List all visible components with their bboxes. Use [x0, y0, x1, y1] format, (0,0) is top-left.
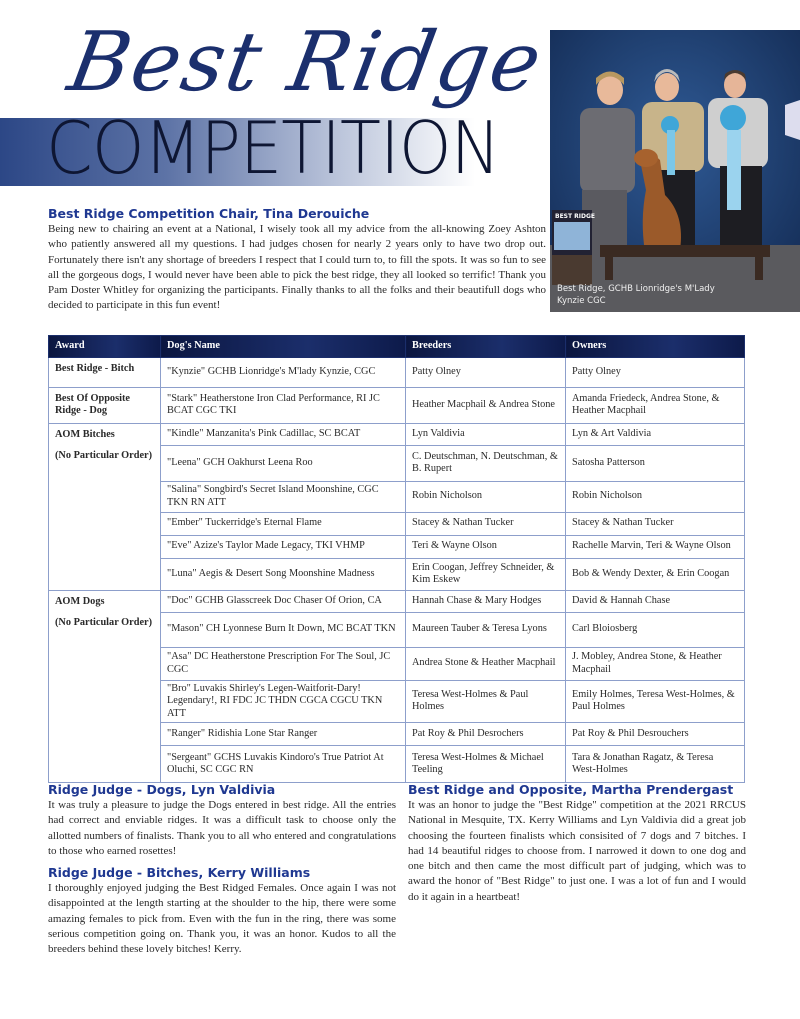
- page-title: COMPETITION: [46, 106, 500, 190]
- section-dogs-judge: [48, 782, 396, 859]
- breeders-cell: Patty Olney: [406, 358, 566, 388]
- breeders-cell: Pat Roy & Phil Desrochers: [406, 723, 566, 746]
- owners-cell: Bob & Wendy Dexter, & Erin Coogan: [566, 558, 745, 590]
- breeders-cell: Heather Macphail & Andrea Stone: [406, 387, 566, 423]
- intro-body: Being new to chairing an event at a National, I wisely took all my advice from the all-knowing Zoey Ashton who patiently answered all my questions. I had judges chosen for nearly 2 years only to have two drop out. Fortunately there isn't any shortage of breeders I respect that I could turn to, to fill the spots. It was so fun to see all the gorgeous dogs, I would never have been able to pick the best ridge, they all looked so terrific! Thank you Pam Doster Whitley for organizing the participants. Finally thanks to all the folks and their beautifull dogs who decided to participate in this fun event!: [48, 223, 546, 312]
- award-note: (No Particular Order): [55, 617, 153, 628]
- owners-cell: Rachelle Marvin, Teri & Wayne Olson: [566, 535, 745, 558]
- section-body: It was truly a pleasure to judge the Dogs entered in best ridge. All the entries had correct and enviable ridges. It was a difficult task to choose only the allotted numbers of finalists. Thank you to all who entered and congratulations to those who earned rosettes!: [48, 799, 396, 857]
- table-row: [49, 590, 745, 612]
- winner-photo: [550, 30, 800, 312]
- section-body: It was an honor to judge the "Best Ridge" competition at the 2021 RRCUS National in Mesquite, TX. Kerry Williams and Lyn Valdivia did a great job choosing the fourteen finalists which consisited of 7 dogs and 7 bitches. I had 14 beautiful ridges to choose from. I narrowed it down to one dog and one bitch and then came the most difficult part of judging, which was to award the honor of "Best Ridge" to just one. I was a lot of fun and I would do it again in a heartbeat!: [408, 799, 746, 903]
- dog-name-cell: "Asa" DC Heatherstone Prescription For The Soul, JC CGC: [161, 647, 406, 680]
- photo-caption: Best Ridge, GCHB Lionridge's M'Lady Kynzie CGC: [557, 284, 715, 306]
- section-heading: Ridge Judge - Bitches, Kerry Williams: [48, 865, 311, 880]
- dog-name-cell: "Leena" GCH Oakhurst Leena Roo: [161, 445, 406, 481]
- dog-name-cell: "Ember" Tuckerridge's Eternal Flame: [161, 512, 406, 535]
- owners-cell: Emily Holmes, Teresa West-Holmes, & Paul Holmes: [566, 680, 745, 723]
- breeders-cell: Stacey & Nathan Tucker: [406, 512, 566, 535]
- owners-cell: Tara & Jonathan Ragatz, & Teresa West-Holmes: [566, 746, 745, 783]
- header-breeders: Breeders: [406, 336, 566, 358]
- award-label: Best Ridge - Bitch: [55, 363, 135, 374]
- section-heading: Best Ridge and Opposite, Martha Prendergast: [408, 782, 734, 797]
- header-dog-name: Dog's Name: [161, 336, 406, 358]
- dog-name-cell: "Mason" CH Lyonnese Burn It Down, MC BCAT TKN: [161, 612, 406, 647]
- dog-name-cell: "Bro" Luvakis Shirley's Legen-Waitforit-Dary! Legendary!, RI FDC JC THDN CGCA CGCU TKN ATT: [161, 680, 406, 723]
- award-cell: [49, 590, 161, 783]
- breeders-cell: Maureen Tauber & Teresa Lyons: [406, 612, 566, 647]
- intro-section: [48, 206, 546, 314]
- owners-cell: J. Mobley, Andrea Stone, & Heather Macphail: [566, 647, 745, 680]
- dog-name-cell: "Doc" GCHB Glasscreek Doc Chaser Of Orion, CA: [161, 590, 406, 612]
- photo-image: [550, 30, 800, 312]
- award-cell: [49, 358, 161, 388]
- breeders-cell: Teri & Wayne Olson: [406, 535, 566, 558]
- dog-name-cell: "Sergeant" GCHS Luvakis Kindoro's True Patriot At Oluchi, SC CGC RN: [161, 746, 406, 783]
- owners-cell: Carl Bloiosberg: [566, 612, 745, 647]
- award-label: Best Of Opposite Ridge - Dog: [55, 392, 130, 416]
- section-best-ridge-judge: [408, 782, 746, 905]
- owners-cell: Lyn & Art Valdivia: [566, 423, 745, 445]
- breeders-cell: Hannah Chase & Mary Hodges: [406, 590, 566, 612]
- owners-cell: Stacey & Nathan Tucker: [566, 512, 745, 535]
- award-cell: [49, 387, 161, 423]
- owners-cell: Amanda Friedeck, Andrea Stone, & Heather Macphail: [566, 387, 745, 423]
- table-row: [49, 358, 745, 388]
- section-heading: Ridge Judge - Dogs, Lyn Valdivia: [48, 782, 276, 797]
- table-row: [49, 423, 745, 445]
- breeders-cell: C. Deutschman, N. Deutschman, & B. Rupert: [406, 445, 566, 481]
- award-note: (No Particular Order): [55, 450, 153, 461]
- dog-name-cell: "Stark" Heatherstone Iron Clad Performance, RI JC BCAT CGC TKI: [161, 387, 406, 423]
- breeders-cell: Erin Coogan, Jeffrey Schneider, & Kim Eskew: [406, 558, 566, 590]
- owners-cell: Satosha Patterson: [566, 445, 745, 481]
- results-table: [48, 335, 745, 783]
- table-row: [49, 387, 745, 423]
- best-ridge-sign: BEST RIDGE: [555, 213, 596, 220]
- header-owners: Owners: [566, 336, 745, 358]
- header-award: Award: [49, 336, 161, 358]
- table-header-row: [49, 336, 745, 358]
- dog-name-cell: "Salina" Songbird's Secret Island Moonshine, CGC TKN RN ATT: [161, 481, 406, 512]
- section-bitches-judge: [48, 865, 396, 957]
- dog-name-cell: "Kindle" Manzanita's Pink Cadillac, SC BCAT: [161, 423, 406, 445]
- breeders-cell: Teresa West-Holmes & Paul Holmes: [406, 680, 566, 723]
- dog-name-cell: "Luna" Aegis & Desert Song Moonshine Madness: [161, 558, 406, 590]
- dog-name-cell: "Ranger" Ridishia Lone Star Ranger: [161, 723, 406, 746]
- intro-heading: Best Ridge Competition Chair, Tina Derouiche: [48, 206, 370, 221]
- owners-cell: Robin Nicholson: [566, 481, 745, 512]
- award-cell: [49, 423, 161, 590]
- owners-cell: Patty Olney: [566, 358, 745, 388]
- award-label: AOM Bitches: [55, 428, 115, 440]
- breeders-cell: Robin Nicholson: [406, 481, 566, 512]
- breeders-cell: Andrea Stone & Heather Macphail: [406, 647, 566, 680]
- dog-name-cell: "Kynzie" GCHB Lionridge's M'lady Kynzie, CGC: [161, 358, 406, 388]
- owners-cell: Pat Roy & Phil Desrouchers: [566, 723, 745, 746]
- dog-name-cell: "Eve" Azize's Taylor Made Legacy, TKI VHMP: [161, 535, 406, 558]
- breeders-cell: Teresa West-Holmes & Michael Teeling: [406, 746, 566, 783]
- section-body: I thoroughly enjoyed judging the Best Ridged Females. Once again I was not disappointed at the length starting at the shoulder to the hip, there were some amazing females to pick from. Even with the fun in the ring, there was some serious competition going on. Thank you, it was an honor. Kudos to all the breeders behind these lovely bitches! Kerry.: [48, 882, 396, 956]
- owners-cell: David & Hannah Chase: [566, 590, 745, 612]
- award-label: AOM Dogs: [55, 595, 105, 607]
- breeders-cell: Lyn Valdivia: [406, 423, 566, 445]
- script-title: Best Ridge: [61, 15, 550, 110]
